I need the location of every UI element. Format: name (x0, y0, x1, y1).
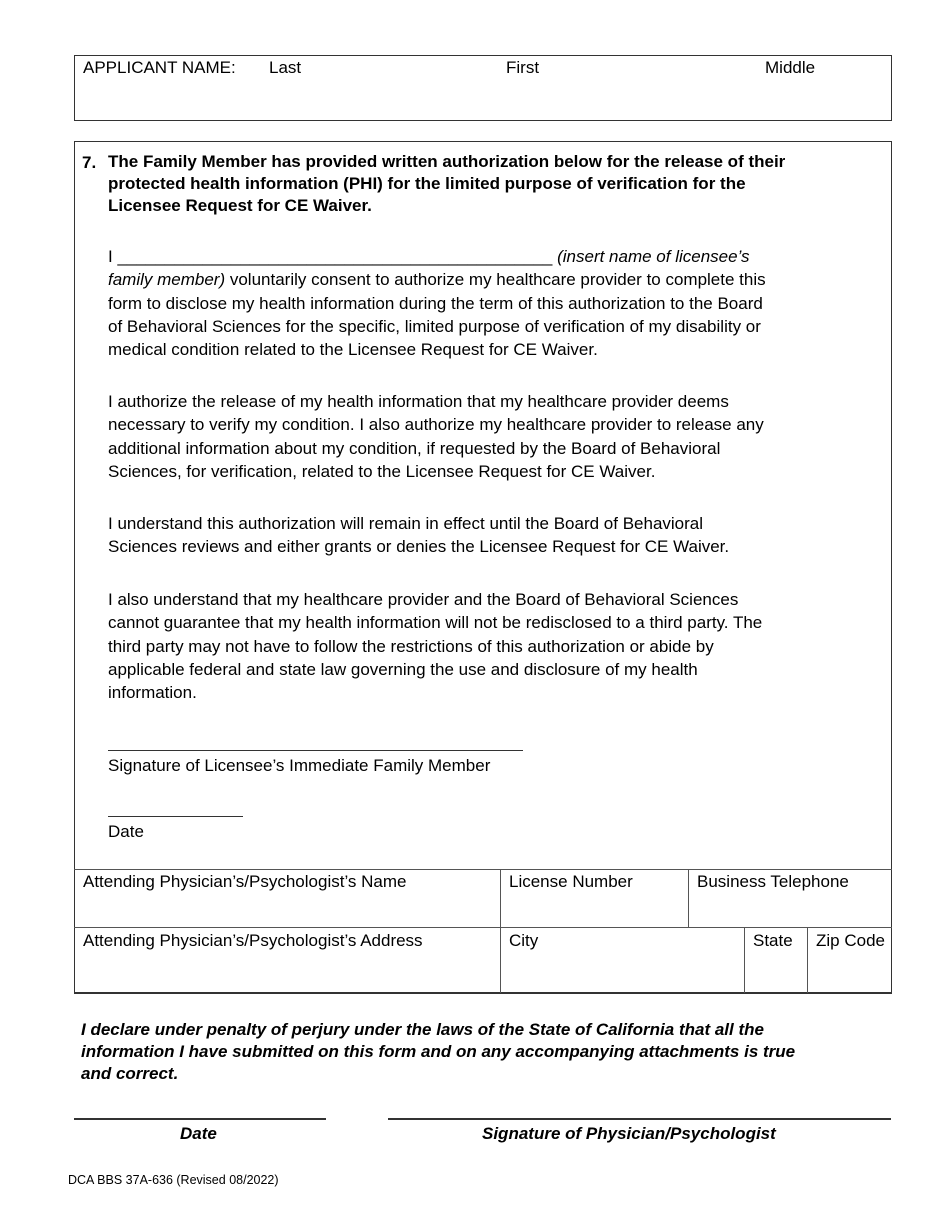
table-column-divider (807, 927, 808, 993)
section-number: 7. (82, 153, 97, 172)
declaration-line: I declare under penalty of perjury under the laws of the State of California that all the (81, 1020, 764, 1039)
text-line: I authorize the release of my health information that my healthcare provider deems (108, 392, 729, 411)
heading-line: Licensee Request for CE Waiver. (108, 196, 372, 215)
consent-line: medical condition related to the Licensee Request for CE Waiver. (108, 340, 598, 360)
text-line: cannot guarantee that my health information will not be redisclosed to a third party. The (108, 613, 763, 633)
table-row-divider (74, 927, 892, 928)
consent-text: voluntarily consent to authorize my healthcare provider to complete this (225, 270, 766, 290)
table-column-divider (688, 869, 689, 927)
text-line: additional information about my condition, if requested by the Board of Behavioral (108, 438, 721, 458)
table-bottom-border (74, 992, 892, 994)
redisclosure-paragraph (108, 588, 762, 704)
physician-address-field[interactable]: Attending Physician’s/Psychologist’s Address (83, 931, 423, 950)
text-line: I understand this authorization will remain in effect until the Board of Behavioral (108, 514, 704, 533)
declaration-line: information I have submitted on this form and on any accompanying attachments is true (81, 1042, 796, 1061)
authorization-paragraph (108, 390, 764, 483)
family-signature-label: Signature of Licensee’s Immediate Family Member (108, 756, 491, 775)
license-number-field[interactable]: License Number (509, 872, 633, 891)
first-name-label: First (506, 58, 540, 77)
text-line: Sciences, for verification, related to the Licensee Request for CE Waiver. (108, 461, 656, 481)
family-member-name-blank[interactable]: I ______________________________________________ (108, 247, 558, 266)
table-column-divider (744, 927, 745, 993)
consent-paragraph (108, 245, 766, 361)
declaration-line: and correct. (81, 1064, 179, 1083)
last-name-label: Last (269, 58, 302, 77)
text-line: necessary to verify my condition. I also authorize my healthcare provider to release any (108, 415, 764, 435)
duration-paragraph (108, 512, 729, 559)
physician-signature-line[interactable] (388, 1118, 891, 1120)
text-line: Sciences reviews and either grants or denies the Licensee Request for CE Waiver. (108, 537, 730, 557)
consent-italic: family member) (108, 270, 226, 290)
consent-italic: (insert name of licensee’s (557, 247, 750, 266)
family-date-label: Date (108, 822, 144, 841)
text-line: I also understand that my healthcare provider and the Board of Behavioral Sciences (108, 590, 739, 609)
applicant-name-label: APPLICANT NAME: (83, 58, 236, 77)
section-heading (108, 151, 785, 217)
family-signature-line[interactable] (108, 750, 523, 751)
table-top-border (74, 869, 892, 870)
heading-line: protected health information (PHI) for the limited purpose of verification for the (108, 174, 746, 193)
form-footer: DCA BBS 37A-636 (Revised 08/2022) (68, 1173, 279, 1187)
family-date-line[interactable] (108, 816, 243, 817)
physician-date-label: Date (180, 1124, 217, 1143)
text-line: information. (108, 683, 197, 703)
business-telephone-field[interactable]: Business Telephone (697, 872, 849, 891)
consent-line: form to disclose my health information during the term of this authorization to the Board (108, 293, 763, 313)
text-line: third party may not have to follow the restrictions of this authorization or abide by (108, 636, 714, 656)
state-field[interactable]: State (753, 931, 793, 950)
zip-code-field[interactable]: Zip Code (816, 931, 885, 950)
middle-name-label: Middle (765, 58, 816, 77)
heading-line: The Family Member has provided written authorization below for the release of their (108, 152, 786, 171)
physician-date-line[interactable] (74, 1118, 326, 1120)
physician-name-field[interactable]: Attending Physician’s/Psychologist’s Name (83, 872, 407, 891)
table-column-divider (500, 869, 501, 993)
text-line: applicable federal and state law governing the use and disclosure of my health (108, 659, 698, 679)
city-field[interactable]: City (509, 931, 539, 950)
physician-signature-label: Signature of Physician/Psychologist (482, 1124, 776, 1143)
perjury-declaration (81, 1019, 795, 1085)
consent-line: of Behavioral Sciences for the specific, limited purpose of verification of my disability or (108, 316, 761, 336)
